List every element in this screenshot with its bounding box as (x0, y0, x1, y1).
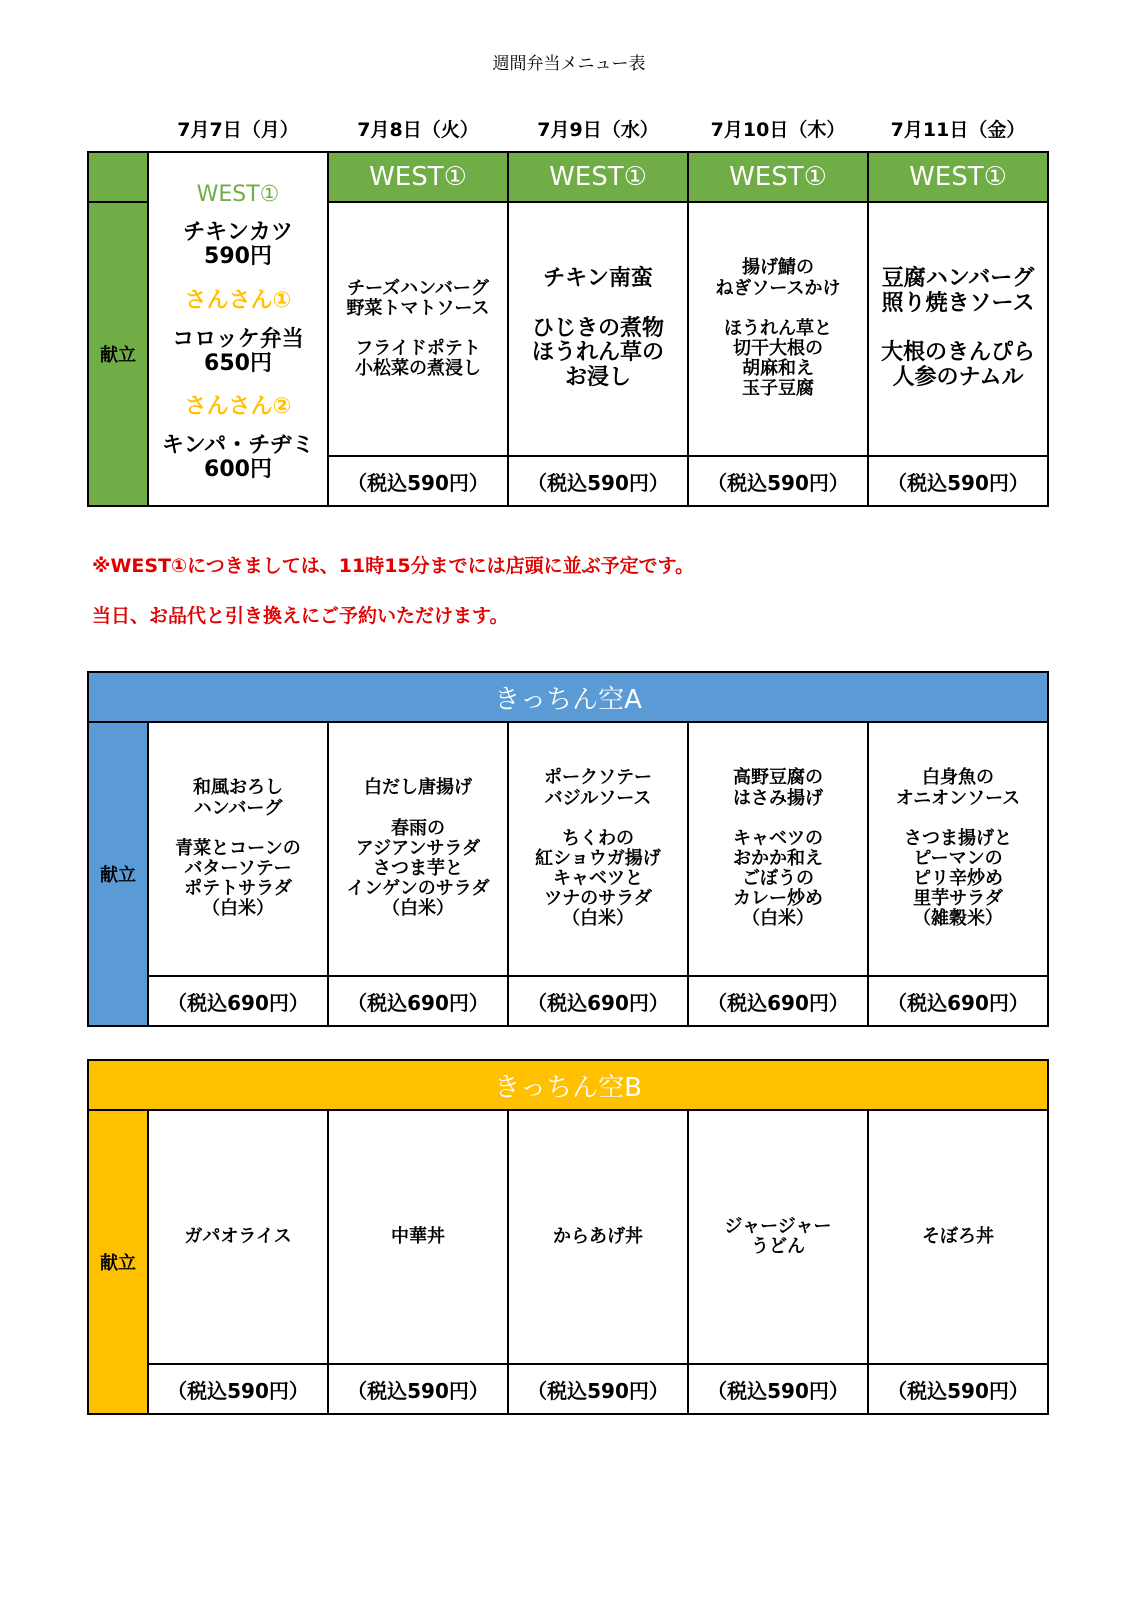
kitchen-a-item-wed: ポークソテー バジルソース ちくわの 紅ショウガ揚げ キャベツと ツナのサラダ （白米） (508, 722, 688, 976)
date-tue: 7月8日（火） (357, 119, 479, 141)
note-west-timing: ※WEST①につきましては、11時15分までには店頭に並ぶ予定です。 (92, 555, 695, 577)
date-thu: 7月10日（木） (710, 119, 846, 141)
kitchen-b-side-label: 献立 (88, 1110, 148, 1414)
kitchen-b-price-wed: （税込590円） (508, 1364, 688, 1414)
kitchen-a-menu-table (87, 671, 1049, 1027)
west-header-tue: WEST① (328, 152, 508, 202)
west-item-wed: チキン南蛮 ひじきの煮物 ほうれん草の お浸し (508, 202, 688, 456)
kitchen-a-price-fri: （税込690円） (868, 976, 1048, 1026)
kitchen-a-item-thu: 高野豆腐の はさみ揚げ キャベツの おかか和え ごぼうの カレー炒め （白米） (688, 722, 868, 976)
date-wed: 7月9日（水） (537, 119, 659, 141)
kitchen-b-item-fri: そぼろ丼 (868, 1110, 1048, 1364)
kitchen-b-menu-table (87, 1059, 1049, 1415)
west-day1-sansan2-label: さんさん② (184, 394, 292, 420)
west-header-fri: WEST① (868, 152, 1048, 202)
west-day1-sansan1-item: コロッケ弁当 650円 (172, 326, 304, 376)
west-price-thu: （税込590円） (688, 456, 868, 506)
date-fri: 7月11日（金） (890, 119, 1026, 141)
kitchen-b-price-fri: （税込590円） (868, 1364, 1048, 1414)
west-item-thu: 揚げ鯖の ねぎソースかけ ほうれん草と 切干大根の 胡麻和え 玉子豆腐 (688, 202, 868, 456)
kitchen-b-item-mon: ガパオライス (148, 1110, 328, 1364)
note-reservation: 当日、お品代と引き換えにご予約いただけます。 (92, 605, 509, 627)
west-item-fri: 豆腐ハンバーグ 照り焼きソース 大根のきんぴら 人参のナムル (868, 202, 1048, 456)
west-corner (88, 152, 148, 202)
west-side-label: 献立 (88, 202, 148, 506)
west-price-wed: （税込590円） (508, 456, 688, 506)
west-item-tue: チーズハンバーグ 野菜トマトソース フライドポテト 小松菜の煮浸し (328, 202, 508, 456)
date-mon: 7月7日（月） (177, 119, 299, 141)
west-day1-west-label: WEST① (196, 182, 280, 208)
kitchen-a-item-mon: 和風おろし ハンバーグ 青菜とコーンの バターソテー ポテトサラダ （白米） (148, 722, 328, 976)
west-header-wed: WEST① (508, 152, 688, 202)
west-day1-sansan1-label: さんさん① (184, 287, 292, 313)
kitchen-b-item-wed: からあげ丼 (508, 1110, 688, 1364)
kitchen-a-price-thu: （税込690円） (688, 976, 868, 1026)
kitchen-b-price-thu: （税込590円） (688, 1364, 868, 1414)
kitchen-a-item-fri: 白身魚の オニオンソース さつま揚げと ピーマンの ピリ辛炒め 里芋サラダ （雑穀米） (868, 722, 1048, 976)
kitchen-a-item-tue: 白だし唐揚げ 春雨の アジアンサラダ さつま芋と インゲンのサラダ （白米） (328, 722, 508, 976)
page-title: 週間弁当メニュー表 (492, 54, 646, 74)
west-day1-sansan2-item: キンパ・チヂミ 600円 (161, 433, 315, 482)
kitchen-b-item-tue: 中華丼 (328, 1110, 508, 1364)
west-header-thu: WEST① (688, 152, 868, 202)
west-menu-table (87, 151, 1049, 507)
west-price-fri: （税込590円） (868, 456, 1048, 506)
kitchen-b-header: きっちん空B (88, 1060, 1048, 1110)
kitchen-a-price-tue: （税込690円） (328, 976, 508, 1026)
kitchen-b-price-mon: （税込590円） (148, 1364, 328, 1414)
west-day1-cell (148, 152, 328, 506)
kitchen-b-item-thu: ジャージャー うどん (688, 1110, 868, 1364)
kitchen-a-side-label: 献立 (88, 722, 148, 1026)
kitchen-a-price-mon: （税込690円） (148, 976, 328, 1026)
date-header-row (148, 114, 1048, 146)
kitchen-a-header: きっちん空A (88, 672, 1048, 722)
kitchen-b-price-tue: （税込590円） (328, 1364, 508, 1414)
kitchen-a-price-wed: （税込690円） (508, 976, 688, 1026)
west-day1-west-item: チキンカツ 590円 (183, 220, 293, 269)
west-price-tue: （税込590円） (328, 456, 508, 506)
